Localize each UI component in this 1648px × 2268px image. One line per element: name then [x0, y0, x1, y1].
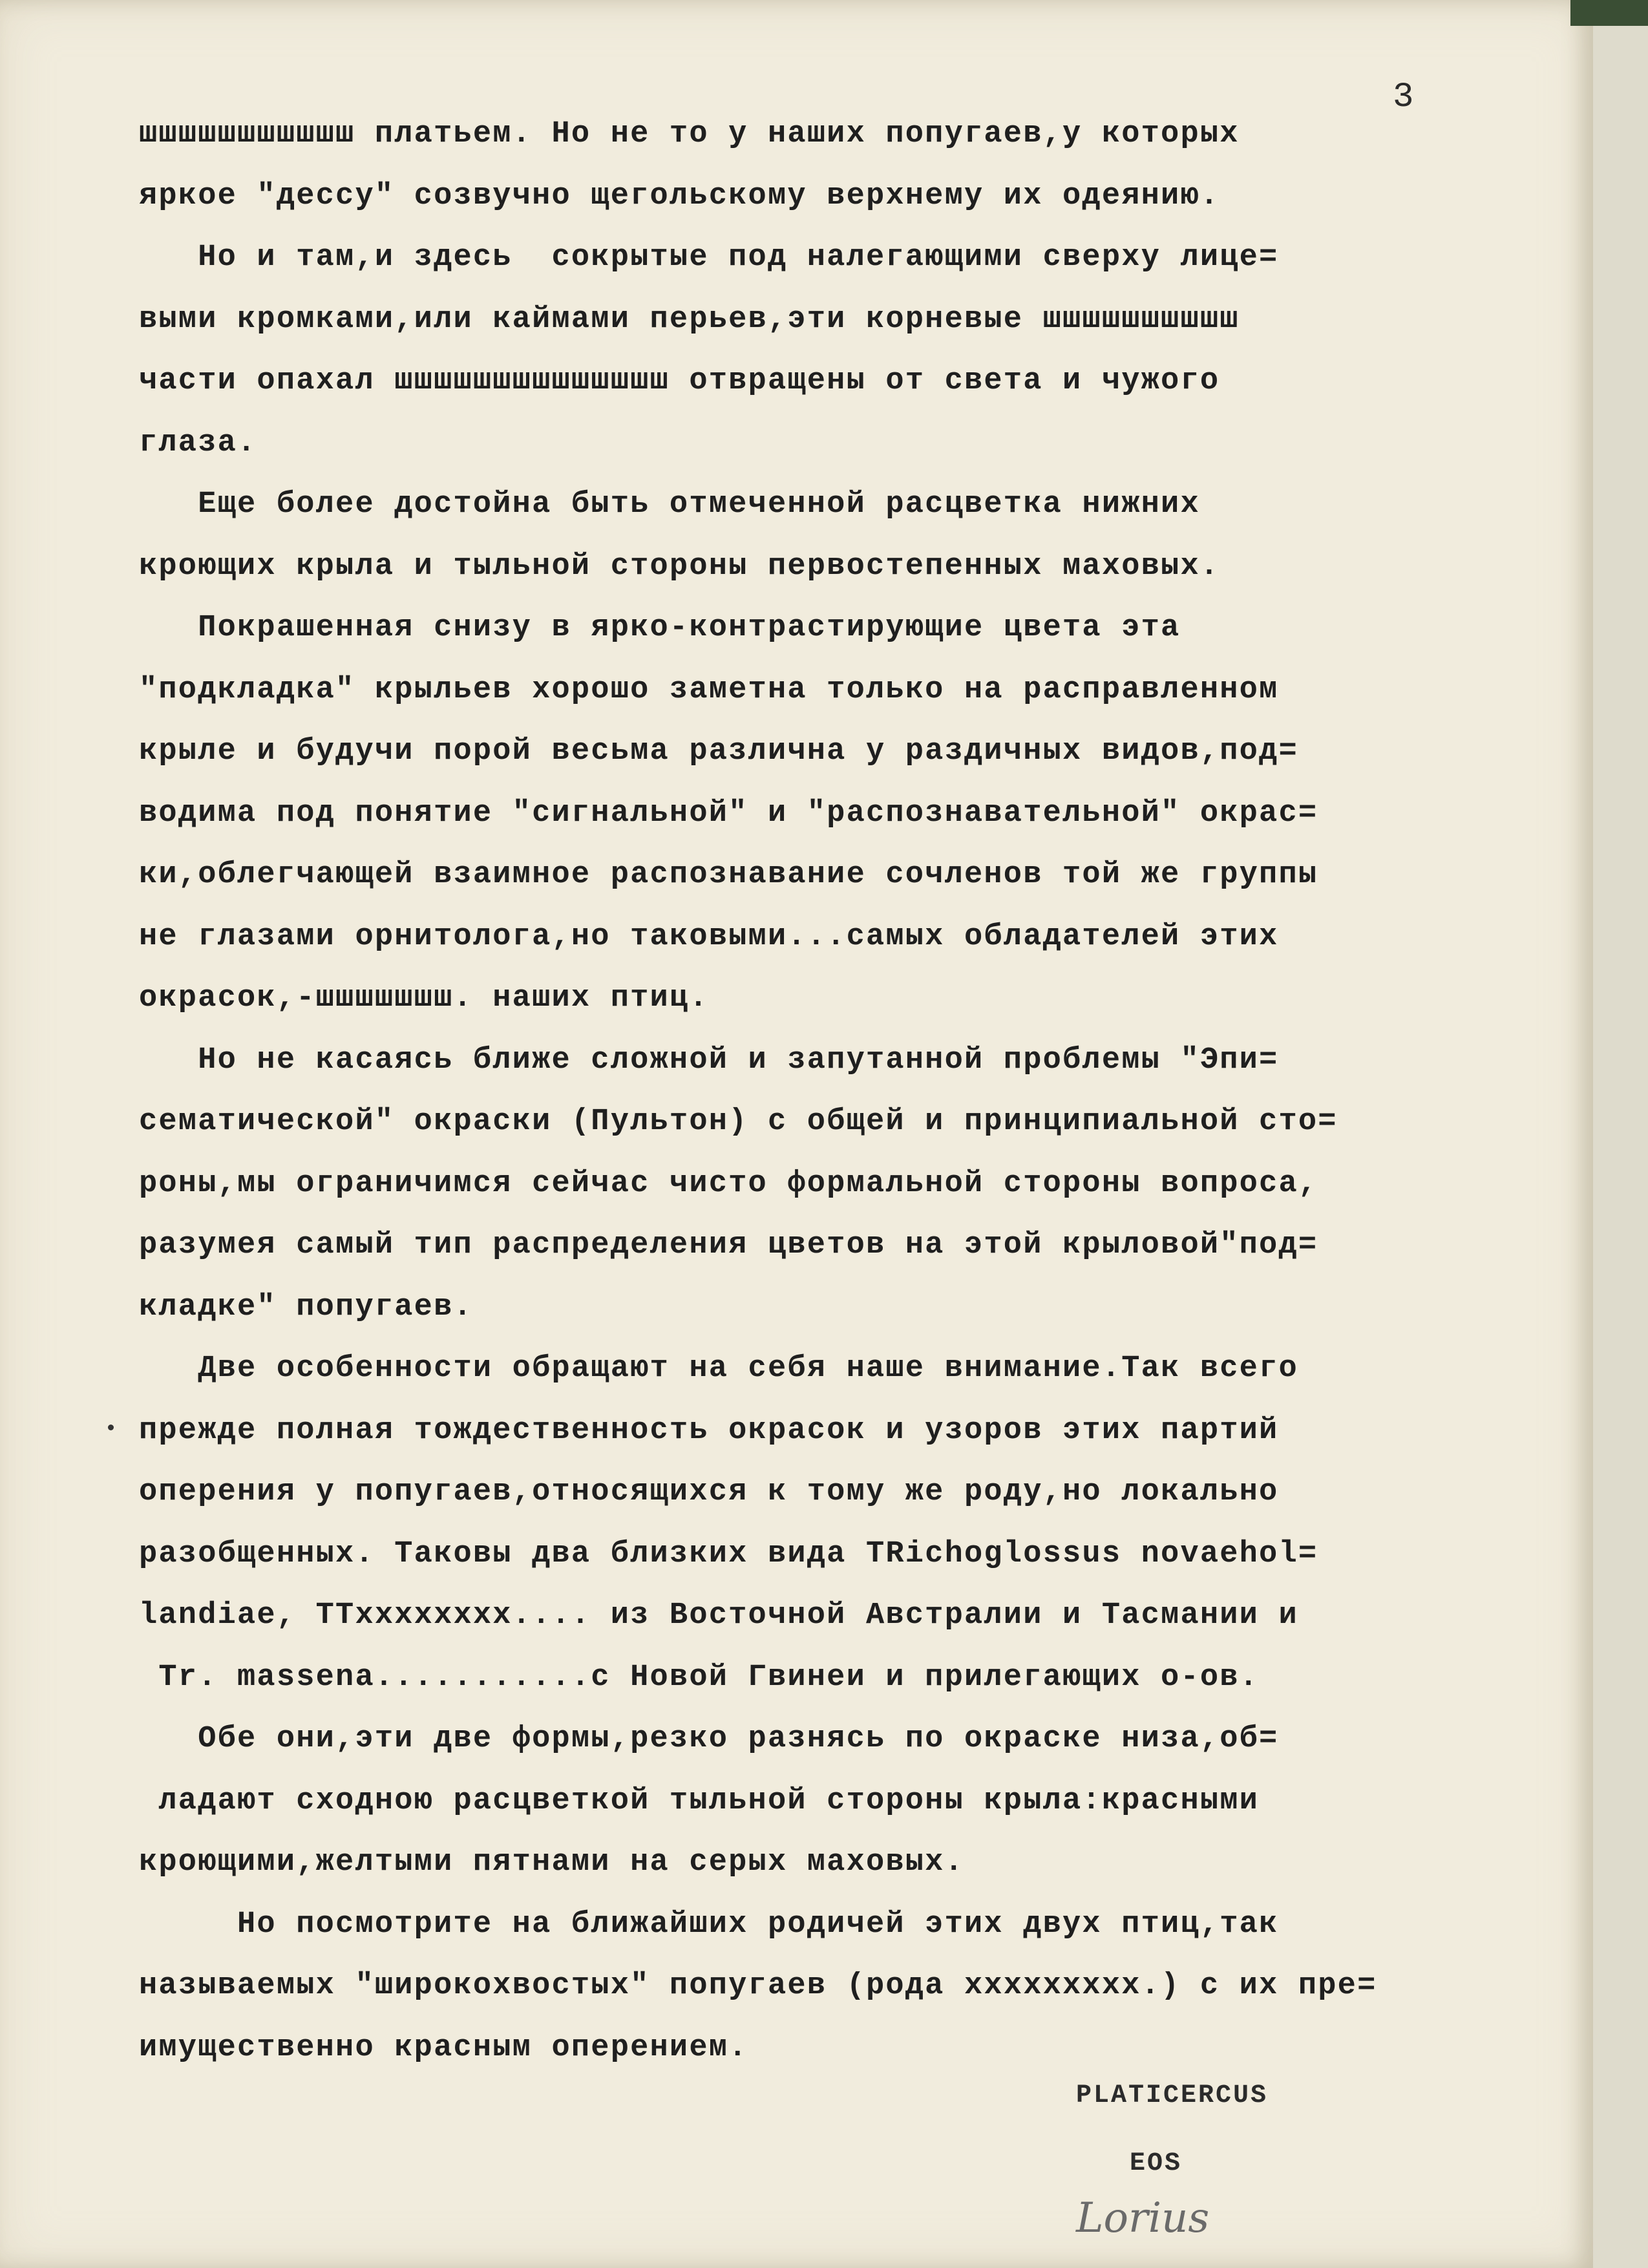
text-line: "подкладка" крыльев хорошо заметна только на расправленном [139, 672, 1279, 707]
text-line: Две особенности обращают на себя наше внимание.Так всего [139, 1351, 1298, 1386]
text-line: крыле и будучи порой весьма различна у раздичных видов,под= [139, 734, 1298, 768]
text-line: Но посмотрите на ближайших родичей этих двух птиц,так [139, 1907, 1279, 1942]
handwritten-note: Lorius [1076, 2194, 1210, 2242]
text-line: сематической" окраски (Пультон) с общей и принципиальной сто= [139, 1105, 1338, 1139]
text-line: части опахал шшшшшшшшшшшшшш отвращены от света и чужого [139, 364, 1220, 398]
text-line: яркое "дессу" созвучно щегольскому верхнему их одеянию. [139, 178, 1220, 213]
text-line: не глазами орнитолога,но таковыми...самых обладателей этих [139, 919, 1279, 954]
text-line: называемых "широкохвостых" попугаев (рода xxxxxxxxx.) с их пре= [139, 1969, 1377, 2003]
text-line: имущественно красным оперением. [139, 2030, 748, 2065]
text-line: шшшшшшшшшшш платьем. Но не то у наших попугаев,у которых [139, 117, 1240, 151]
text-line: landiae, TTxxxxxxxx.... из Восточной Австралии и Тасмании и [139, 1598, 1298, 1633]
text-line: разобщенных. Таковы два близких вида TRichoglossus novaehol= [139, 1536, 1318, 1571]
text-line: Tr. massena...........с Новой Гвинеи и прилегающих о-ов. [139, 1660, 1260, 1695]
text-line: кроющих крыла и тыльной стороны первостепенных маховых. [139, 549, 1220, 584]
typed-text-block [139, 103, 1522, 2079]
background-corner [1570, 0, 1648, 26]
typed-insertion-platicercus: PLATICERCUS [1076, 2081, 1269, 2110]
text-line: окрасок,-шшшшшшш. наших птиц. [139, 981, 709, 1015]
text-line: кроющими,желтыми пятнами на серых маховых. [139, 1845, 964, 1880]
page-edge [1593, 0, 1648, 2268]
text-line: прежде полная тождественность окрасок и узоров этих партий [139, 1413, 1279, 1448]
text-line: роны,мы ограничимся сейчас чисто формальной стороны вопроса, [139, 1166, 1318, 1201]
text-line: Но не касаясь ближе сложной и запутанной проблемы "Эпи= [139, 1043, 1279, 1077]
text-line: Но и там,и здесь сокрытые под налегающими сверху лице= [139, 240, 1279, 275]
text-line: выми кромками,или каймами перьев,эти корневые шшшшшшшшшш [139, 302, 1240, 337]
page-number: 3 [1393, 78, 1414, 117]
text-line: ладают сходною расцветкой тыльной стороны крыла:красными [139, 1783, 1260, 1818]
typed-insertion-eos: EOS [1130, 2149, 1183, 2178]
text-line: глаза. [139, 425, 257, 460]
text-line: ки,облегчающей взаимное распознавание сочленов той же группы [139, 858, 1318, 892]
text-line: разумея самый тип распределения цветов на этой крыловой"под= [139, 1228, 1318, 1262]
text-line: Обе они,эти две формы,резко разнясь по окраске низа,об= [139, 1722, 1279, 1756]
text-line: оперения у попугаев,относящихся к тому же роду,но локально [139, 1475, 1279, 1509]
text-line: Еще более достойна быть отмеченной расцветка нижних [139, 487, 1200, 522]
text-line: водима под понятие "сигнальной" и "распознавательной" окрас= [139, 796, 1318, 831]
margin-mark [108, 1425, 114, 1430]
text-line: Покрашенная снизу в ярко-контрастирующие цвета эта [139, 611, 1181, 645]
text-line: кладке" попугаев. [139, 1289, 473, 1324]
